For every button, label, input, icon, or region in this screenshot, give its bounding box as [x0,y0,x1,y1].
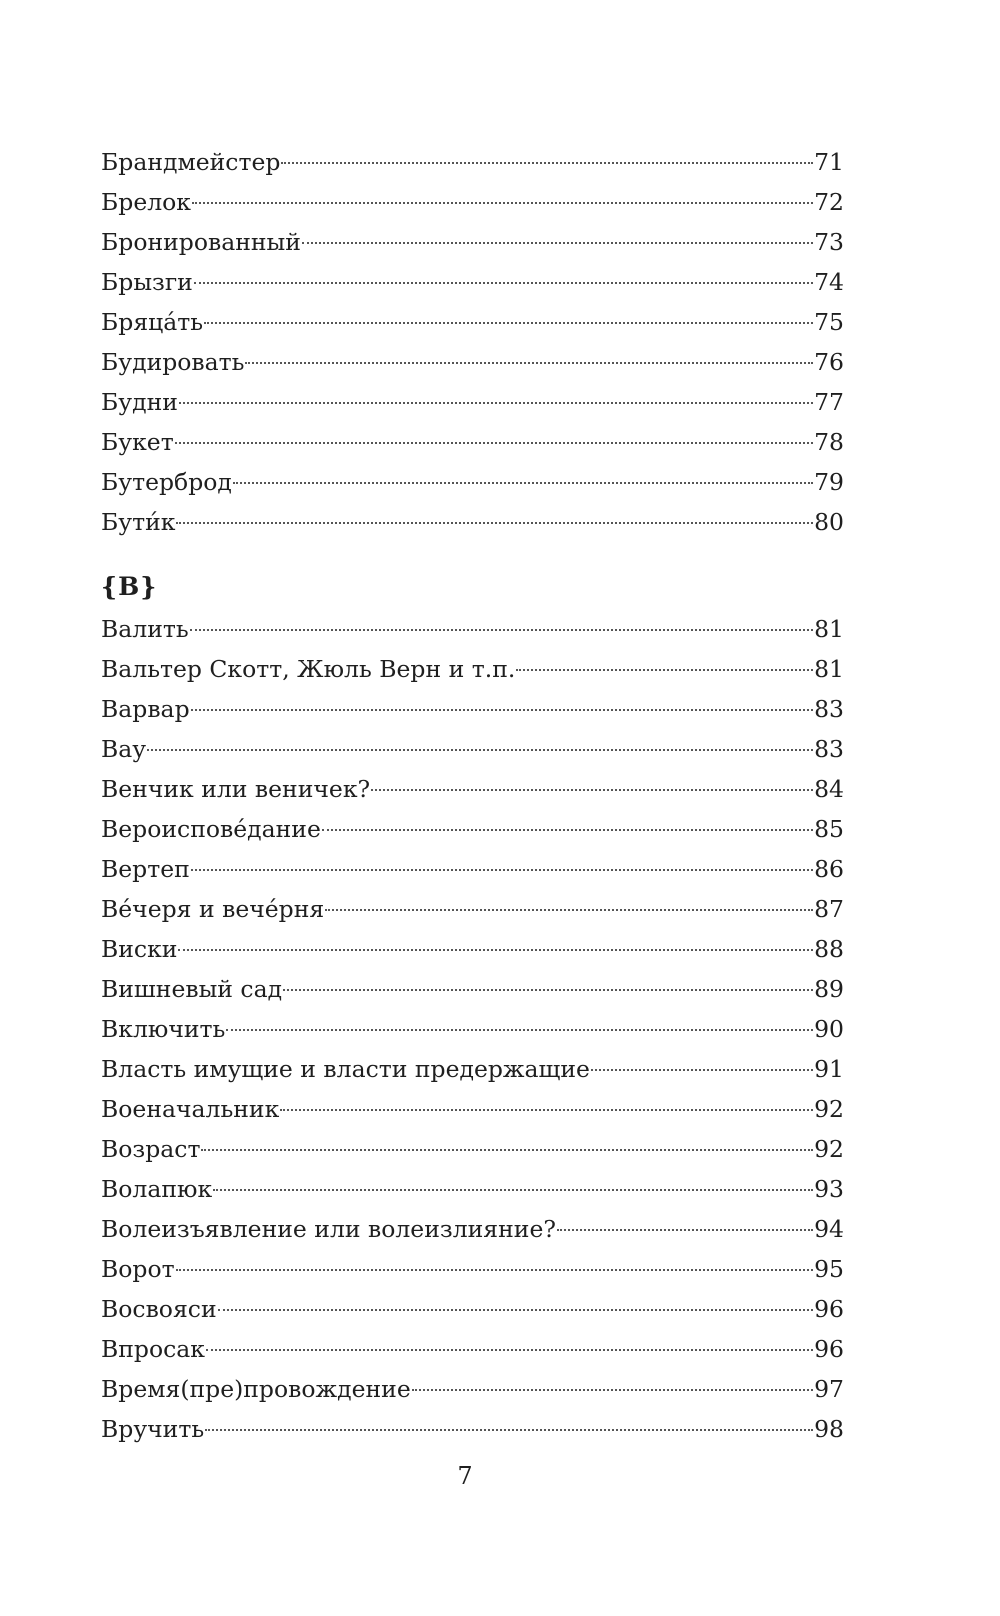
toc-entry [101,222,844,262]
entry-title: Бряца́ть [101,308,204,336]
toc-group-b [101,142,844,542]
dot-leader [280,1109,813,1111]
entry-title: Волапюк [101,1175,213,1203]
entry-title: Вручить [101,1415,205,1443]
entry-page-number: 87 [814,895,844,923]
entry-title: Венчик или веничек? [101,775,371,803]
entry-page-number: 86 [814,855,844,883]
dot-leader [201,1149,813,1151]
entry-page-number: 93 [814,1175,844,1203]
entry-page-number: 92 [814,1135,844,1163]
entry-page-number: 96 [814,1295,844,1323]
entry-page-number: 84 [814,775,844,803]
entry-page-number: 74 [814,268,844,296]
dot-leader [245,362,813,364]
dot-leader [226,1029,813,1031]
toc-entry [101,342,844,382]
toc-entry [101,182,844,222]
entry-title: Бронированный [101,228,301,256]
entry-page-number: 81 [814,655,844,683]
entry-page-number: 85 [814,815,844,843]
dot-leader [302,242,813,244]
dot-leader [176,1269,813,1271]
entry-title: Волеизъявление или волеизлияние? [101,1215,556,1243]
toc-entry [101,769,844,809]
entry-title: Брелок [101,188,191,216]
entry-title: Букет [101,428,174,456]
toc-entry [101,889,844,929]
dot-leader [322,829,813,831]
toc-entry [101,689,844,729]
entry-title: Брандмейстер [101,148,281,176]
toc-entry [101,422,844,462]
entry-page-number: 95 [814,1255,844,1283]
toc-entry [101,1409,844,1449]
dot-leader [191,869,813,871]
entry-title: Будни [101,388,178,416]
toc-entry [101,609,844,649]
dot-leader [191,709,813,711]
entry-title: Впросак [101,1335,205,1363]
dot-leader [283,989,813,991]
toc-entry [101,462,844,502]
entry-page-number: 76 [814,348,844,376]
entry-page-number: 83 [814,735,844,763]
entry-title: Будировать [101,348,245,376]
entry-title: Вишневый сад [101,975,283,1003]
entry-title: Ве́черя и вече́рня [101,895,325,923]
entry-page-number: 90 [814,1015,844,1043]
entry-title: Военачальник [101,1095,280,1123]
entry-title: Варвар [101,695,190,723]
dot-leader [233,482,813,484]
toc-entry [101,1249,844,1289]
entry-title: Восвояси [101,1295,217,1323]
dot-leader [205,1429,813,1431]
toc-entry [101,1209,844,1249]
entry-title: Вертеп [101,855,190,883]
entry-title: Брызги [101,268,193,296]
entry-title: Время(пре)провождение [101,1375,411,1403]
toc-entry [101,729,844,769]
toc-entry [101,262,844,302]
entry-page-number: 72 [814,188,844,216]
dot-leader [213,1189,813,1191]
entry-page-number: 73 [814,228,844,256]
dot-leader [281,162,813,164]
entry-page-number: 96 [814,1335,844,1363]
toc-entry [101,1289,844,1329]
toc-entry [101,809,844,849]
dot-leader [194,282,813,284]
entry-title: Вальтер Скотт, Жюль Верн и т.п. [101,655,516,683]
entry-page-number: 79 [814,468,844,496]
entry-title: Бутерброд [101,468,232,496]
entry-page-number: 77 [814,388,844,416]
toc-entry [101,649,844,689]
dot-leader [147,749,813,751]
toc-entry [101,929,844,969]
toc-entry [101,1169,844,1209]
toc-entry [101,1049,844,1089]
dot-leader [218,1309,813,1311]
entry-page-number: 89 [814,975,844,1003]
toc-entry [101,1329,844,1369]
page-number: 7 [457,1462,473,1490]
dot-leader [192,202,813,204]
entry-page-number: 88 [814,935,844,963]
toc-entry [101,1089,844,1129]
entry-title: Виски [101,935,178,963]
entry-title: Валить [101,615,189,643]
entry-page-number: 92 [814,1095,844,1123]
dot-leader [206,1349,813,1351]
entry-page-number: 71 [814,148,844,176]
entry-page-number: 94 [814,1215,844,1243]
entry-title: Включить [101,1015,226,1043]
entry-page-number: 97 [814,1375,844,1403]
toc-entry [101,502,844,542]
dot-leader [557,1229,813,1231]
dot-leader [516,669,813,671]
toc-entry [101,142,844,182]
toc-entry [101,1129,844,1169]
toc-entry [101,302,844,342]
entry-page-number: 83 [814,695,844,723]
dot-leader [591,1069,813,1071]
dot-leader [325,909,813,911]
entry-page-number: 91 [814,1055,844,1083]
entry-title: Возраст [101,1135,201,1163]
dot-leader [176,522,813,524]
entry-title: Власть имущие и власти предержащие [101,1055,590,1083]
dot-leader [204,322,813,324]
section-heading: {В} [101,572,158,601]
entry-page-number: 81 [814,615,844,643]
toc-entry [101,1009,844,1049]
toc-entry [101,1369,844,1409]
dot-leader [371,789,813,791]
entry-title: Вероиспове́дание [101,815,321,843]
table-of-contents [101,142,844,1449]
dot-leader [190,629,813,631]
entry-title: Ворот [101,1255,175,1283]
toc-entry [101,849,844,889]
entry-title: Вау [101,735,147,763]
entry-page-number: 80 [814,508,844,536]
entry-page-number: 98 [814,1415,844,1443]
dot-leader [179,402,813,404]
dot-leader [175,442,813,444]
entry-page-number: 78 [814,428,844,456]
entry-page-number: 75 [814,308,844,336]
dot-leader [178,949,813,951]
entry-title: Бути́к [101,508,176,536]
dot-leader [412,1389,813,1391]
toc-entry [101,969,844,1009]
toc-entry [101,382,844,422]
toc-group-v [101,567,844,1449]
